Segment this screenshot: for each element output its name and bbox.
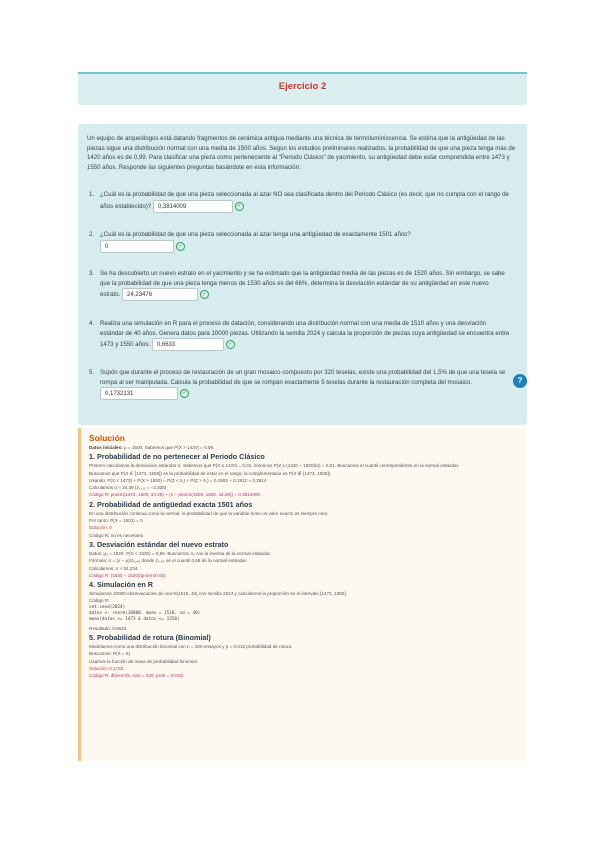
section-line: Fórmula: σ = (x − μ)/z₀,₆₆ donde z₀,₆₆ es el cuantil 0,66 de la normal estándar. <box>89 558 248 564</box>
title-top-bar <box>78 72 527 74</box>
question-number: 5. <box>89 369 95 376</box>
question-text: ¿Cuál es la probabilidad de que una pieza seleccionada al azar tenga una antigüedad de exactamente 1501 años? <box>100 231 411 238</box>
code-block <box>89 605 519 623</box>
question-text: Supón que durante el proceso de restauración de un gran mosaico compuesto por 320 teselas, existe una probabilidad del 1,5% de que una tesela se rompa al ser manipulada. Calcula la probabilidad de que se rompan exactamente 5 teselas durante la restauración completa del mosaico. <box>100 369 506 386</box>
section-line: Buscamos que P(X ∈ [1473, 1550]) es la probabilidad de estar en el rango; la complementaria es P(X ∉ [1473, 1550]). <box>89 470 332 476</box>
solution-panel <box>78 428 527 761</box>
section-line: Buscamos: P(X = 5) <box>89 651 130 657</box>
question-2 <box>89 230 510 253</box>
question-text: Realiza una simulación en R para el proceso de datación, considerando una distribución normal con una media de 1510 años y una desviación estándar de 40 años. Genera datos para 10000 piezas. Utilizando la semilla 2024 y calcula la proporción de piezas cuya antigüedad se encuentra entre 1473 y 1550 años. <box>100 320 510 349</box>
question-5 <box>89 368 510 400</box>
check-icon: ✓ <box>180 389 189 398</box>
check-icon: ✓ <box>235 202 244 211</box>
code-line: set.seed(2024) <box>89 604 126 610</box>
r-code-line: Código R: no es necesario <box>89 532 144 538</box>
answer-input-2[interactable]: 0 <box>100 240 174 253</box>
question-1 <box>89 190 510 213</box>
question-number: 2. <box>89 231 95 238</box>
section-line: En una distribución continua como la normal, la probabilidad de que la variable tome un valor exacto es siempre cero. <box>89 510 329 516</box>
section-line: Usando: P(X < 1473) + P(X > 1550) = P(Z < z₁) + P(Z > z₂) = 0,1902 + 0,1912 = 0,3814 <box>89 477 267 483</box>
help-button[interactable]: ? <box>513 374 527 388</box>
question-text: ¿Cuál es la probabilidad de que una pieza seleccionada al azar NO sea clasificada dentro del Periodo Clásico (es decir, que no cumpla con el rango de años establecido)? <box>100 191 509 210</box>
section-heading-5: 5. Probabilidad de rotura (Binomial) <box>89 633 211 643</box>
section-line: Usamos la función de masa de probabilidad binomial. <box>89 658 199 664</box>
problem-statement: Un equipo de arqueólogos está datando fragmentos de cerámica antigua mediante una técnica de termoluminiscencia. Se estima que la antigüedad de las piezas sigue una distribución normal con una media de 1500 años. Según los estudios preliminares realizados, la probabilidad de que una pieza tenga más de 1420 años es de 0,99. Para clasificar una pieza como perteneciente al "Periodo Clásico" de yacimiento, su antigüedad debe estar comprendida entre 1473 y 1550 años. Responde las siguientes preguntas basándote en esta información: <box>87 135 516 171</box>
exercise-title: Ejercicio 2 <box>278 81 327 92</box>
section-line: Modelamos como una distribución binomial con n = 320 ensayos y p = 0,015 probabilidad de rotura. <box>89 644 293 650</box>
r-code-line: Código R: dbinom(5, size = 320, prob = 0.015) <box>89 673 184 679</box>
code-line: datos <- rnorm(10000, mean = 1510, sd = 40) <box>89 610 201 616</box>
solution-line: Solución: 0,1732 <box>89 665 124 671</box>
data-text: μ = 1500, Sabemos que P(X > 1420) = 0,99. <box>123 445 215 450</box>
r-code-line: Código R: pnorm(1473, 1500, 34.39) + (1 − pnorm(1550, 1500, 34.39)) = 0.3814009 <box>89 492 260 498</box>
r-code-line: Código R: (1530 − 1520)/qnorm(0.66) <box>89 572 166 578</box>
section-heading-1: 1. Probabilidad de no pertenecer al Periodo Clásico <box>89 452 265 462</box>
section-line: Simulamos 10000 observaciones de una N(1510, 40) con semilla 2024 y calculamos la proporción en el intervalo [1473, 1550]. <box>89 591 347 597</box>
question-4 <box>89 319 510 351</box>
answer-input-1[interactable]: 0,3814009 <box>153 200 233 213</box>
section-heading-4: 4. Simulación en R <box>89 580 153 590</box>
question-number: 1. <box>89 191 95 198</box>
section-heading-2: 2. Probabilidad de antigüedad exacta 1501 años <box>89 499 253 509</box>
question-number: 3. <box>89 270 95 277</box>
section-line: Datos: μ₂ = 1520, P(X < 1530) = 0,66. Buscamos σ₂ con la inversa de la normal estándar. <box>89 550 272 556</box>
solution-line: Solución: 0 <box>89 525 112 531</box>
exercise-title-box <box>78 72 527 105</box>
section-line: Primero calculamos la desviación estándar σ. Sabemos que P(X ≤ 1420) = 0,01, entonces P(Z ≤ (1420 − 1500)/σ) = 0,01. Buscamos el cuantil correspondiente en la normal estándar. <box>89 463 460 469</box>
check-icon: ✓ <box>226 340 235 349</box>
section-line: Calculamos: σ ≈ 24,234 <box>89 565 138 571</box>
section-heading-3: 3. Desviación estándar del nuevo estrato <box>89 539 229 549</box>
question-box <box>78 124 527 425</box>
answer-input-4[interactable]: 0,6633 <box>152 338 224 351</box>
result-line: Resultado: 0,6633 <box>89 625 127 631</box>
question-3 <box>89 269 510 301</box>
answer-input-3[interactable]: 24,23476 <box>122 288 198 301</box>
answer-input-5[interactable]: 0,1732131 <box>100 387 178 400</box>
solution-title: Solución <box>89 433 125 443</box>
question-text: Se ha descubierto un nuevo estrato en el yacimiento y se ha estimado que la antigüedad media de las piezas es de 1520 años. Sin embargo, se sabe que la probabilidad de que una pieza tenga menos de 1530 años es del 66%, determina la desviación estándar de su antigüedad en este nuevo estrato. <box>100 270 505 299</box>
data-label: Datos iniciales: <box>89 445 123 450</box>
section-line: Calculamos σ ≈ 34,39 (z₀,₀₁ = −2,326) <box>89 485 167 491</box>
section-line: Código R: <box>89 598 110 604</box>
question-number: 4. <box>89 320 95 327</box>
check-icon: ✓ <box>200 290 209 299</box>
code-line: mean(datos >= 1473 & datos <= 1550) <box>89 616 180 622</box>
section-line: Por tanto: P(X = 1501) = 0 <box>89 518 143 524</box>
check-icon: ✓ <box>176 242 185 251</box>
